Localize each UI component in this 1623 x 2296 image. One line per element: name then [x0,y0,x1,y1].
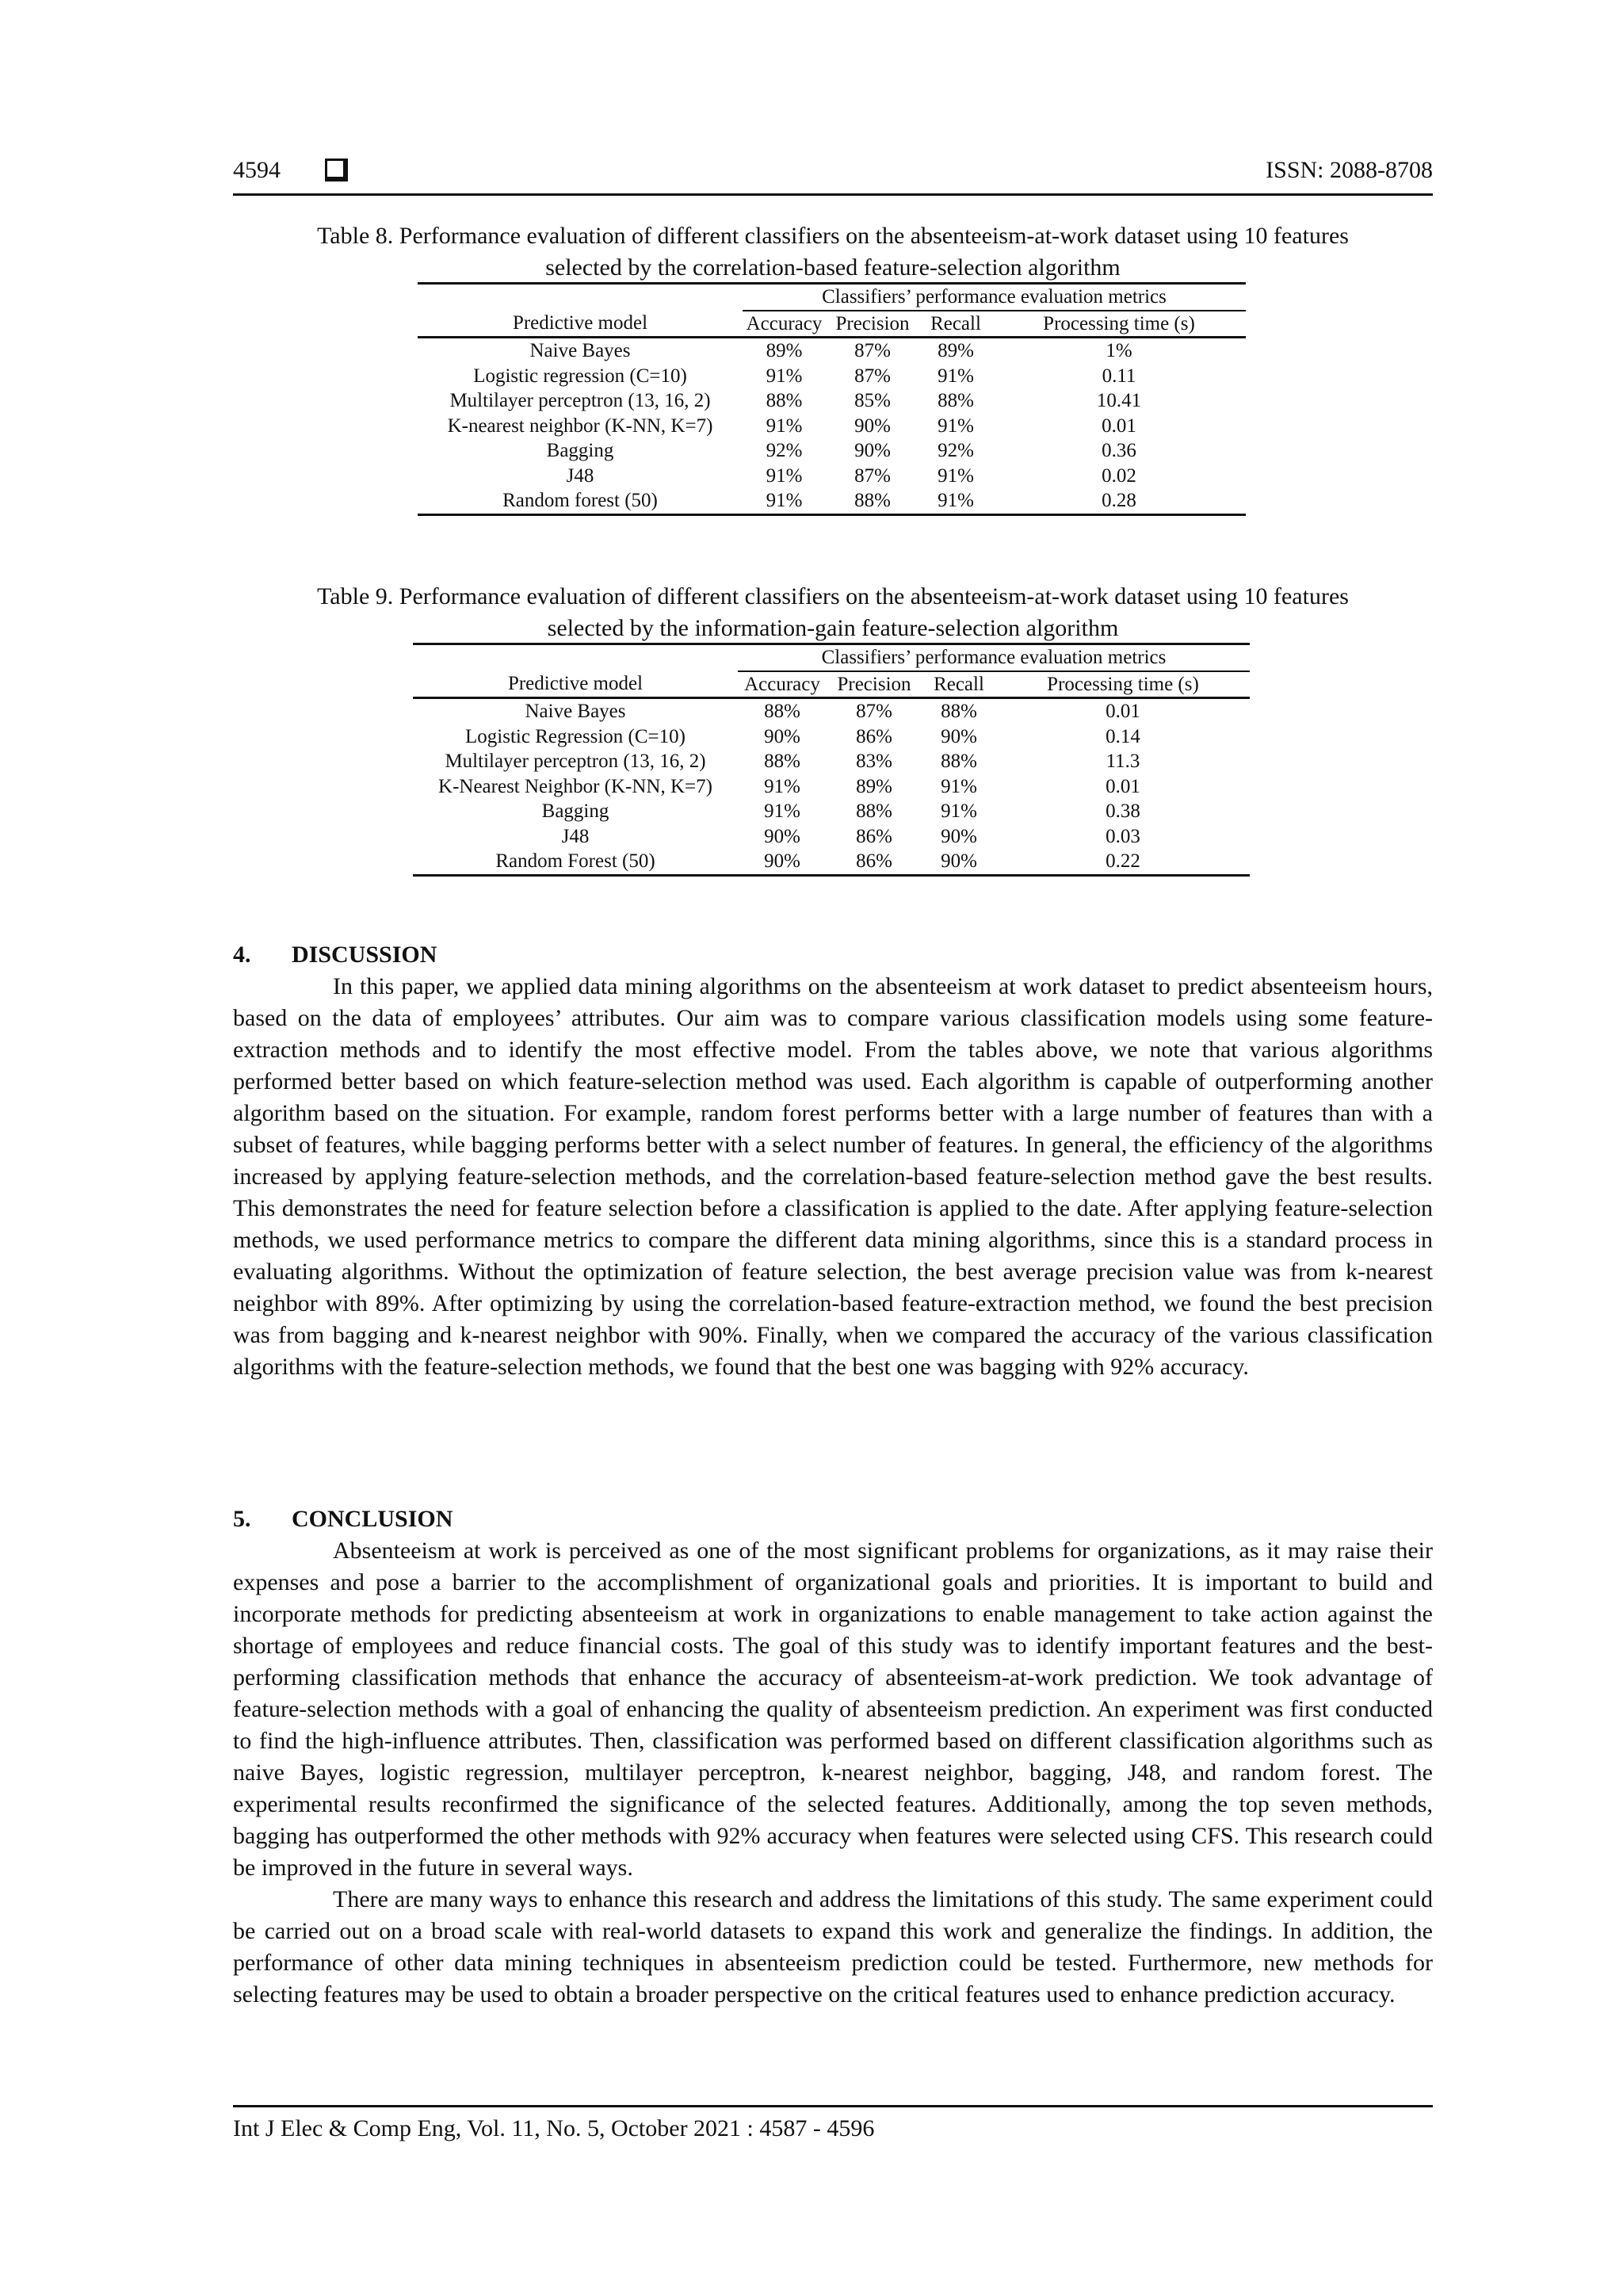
column-header: Precision [826,311,919,338]
metrics-group-header: Classifiers’ performance evaluation metrics [738,644,1250,671]
table-cell: 1% [1106,340,1132,361]
column-header: Accuracy [738,671,827,698]
table-cell: 92% [766,440,803,461]
table-cell: 88% [941,701,977,722]
checkbox-square-icon [325,159,348,181]
metrics-group-header: Classifiers’ performance evaluation metrics [743,284,1246,311]
table-cell: 86% [856,725,892,747]
table-cell: 0.38 [1106,800,1140,822]
table-cell: 90% [764,725,800,747]
discussion-section [233,939,1433,1383]
table-9-caption: Table 9. Performance evaluation of different classifiers on the absenteeism-at-work dataset using 10 features selected by the information-gain feature-selection algorithm [317,583,1349,641]
table-row [413,724,1250,750]
table-cell: Random Forest (50) [413,849,738,875]
table-cell: 0.01 [1106,775,1140,797]
table-row [418,438,1246,464]
table-cell: 0.22 [996,849,1250,875]
table-cell: 86% [856,825,892,847]
table-cell: 88% [764,701,800,722]
table-cell: 85% [854,390,891,411]
table-cell: 90% [922,849,996,875]
table-cell: 91% [938,464,974,487]
column-header: Accuracy [743,311,826,338]
table-cell: J48 [561,825,590,847]
table-cell: Bagging [546,440,614,461]
section-body [233,971,1433,1383]
table-8 [418,282,1246,516]
table-cell: 87% [856,701,892,722]
page-header [233,155,1433,196]
table-cell: 88% [941,751,977,772]
table-cell: 88% [856,800,892,822]
table-cell: Random forest (50) [418,488,743,514]
column-header: Recall [922,671,996,698]
section-heading: 5. CONCLUSION [233,1506,453,1532]
table-cell: 0.14 [1106,725,1140,747]
table-cell: 88% [826,488,919,514]
table-row [418,488,1246,514]
table-cell: 91% [743,488,826,514]
table-cell: Naive Bayes [525,701,626,722]
table-cell: 0.36 [1102,440,1136,461]
table-cell: Logistic Regression (C=10) [465,725,685,747]
table-cell: 0.03 [1106,825,1140,847]
column-header: Recall [919,311,992,338]
table-cell: 0.11 [1102,365,1136,387]
section-body [233,1535,1433,2011]
table-cell: 91% [938,415,974,437]
table-cell: 0.02 [1102,464,1136,487]
table-row [413,824,1250,850]
table-row [418,364,1246,389]
table-cell: 88% [766,390,803,411]
table-cell: 92% [938,440,974,461]
table-cell: 88% [938,390,974,411]
table-cell: 91% [764,800,800,822]
column-header: Predictive model [418,311,743,338]
table-cell: 83% [856,751,892,772]
table-row [418,338,1246,364]
table-cell: 91% [941,800,977,822]
table-row [418,464,1246,489]
table-cell: 91% [938,365,974,387]
table-cell: Bagging [541,800,609,822]
table-cell: 0.01 [1106,701,1140,722]
table-row [413,849,1250,875]
table-cell: 90% [764,825,800,847]
table-row [413,774,1250,800]
table-cell: 91% [941,775,977,797]
table-cell: 90% [941,825,977,847]
table-cell: 91% [766,365,803,387]
table-row [418,414,1246,439]
table-row [418,388,1246,414]
conclusion-section [233,1503,1433,2011]
table-cell: 91% [766,415,803,437]
table-cell: 88% [764,751,800,772]
section-heading: 4. DISCUSSION [233,942,437,968]
table-cell: 90% [941,725,977,747]
table-cell: 87% [854,464,891,487]
paragraph: There are many ways to enhance this research and address the limitations of this study. The same experiment could be carried out on a broad scale with real-world datasets to expand this work and generalize the findings. In addition, the performance of other data mining techniques in absenteeism prediction could be tested. Furthermore, new methods for selecting features may be used to obtain a broader perspective on the critical features used to enhance prediction accuracy. [233,1886,1433,2008]
column-header: Processing time (s) [992,311,1246,338]
table-cell: 87% [854,340,891,361]
table-row [413,698,1250,724]
table-cell: 90% [854,415,891,437]
table-cell: 87% [854,365,891,387]
table-cell: Logistic regression (C=10) [473,365,687,387]
page-footer [233,2105,1433,2142]
table-cell: 10.41 [1096,390,1142,411]
table-cell: 86% [827,849,922,875]
table-cell: 91% [764,775,800,797]
table-cell: Multilayer perceptron (13, 16, 2) [445,751,706,772]
table-cell: 90% [738,849,827,875]
column-header: Predictive model [413,671,738,698]
table-cell: Multilayer perceptron (13, 16, 2) [449,390,711,411]
table-cell: 0.01 [1102,415,1136,437]
paragraph: In this paper, we applied data mining algorithms on the absenteeism at work dataset to predict absenteeism hours, based on the data of employees’ attributes. Our aim was to compare various classification models using some feature-extraction methods and to identify the most effective model. From the tables above, we note that various algorithms performed better based on which feature-selection method was used. Each algorithm is capable of outperforming another algorithm based on the situation. For example, random forest performs better with a large number of features than with a subset of features, while bagging performs better with a select number of features. In general, the efficiency of the algorithms increased by applying feature-selection methods, and the correlation-based feature-selection method gave the best results. This demonstrates the need for feature selection before a classification is applied to the date. After applying feature-selection methods, we used performance metrics to compare the different data mining algorithms, since this is a standard process in evaluating algorithms. Without the optimization of feature selection, the best average precision value was from k-nearest neighbor with 89%. After optimizing by using the correlation-based feature-extraction method, we found the best precision was from bagging and k-nearest neighbor with 90%. Finally, when we compared the accuracy of the various classification algorithms with the feature-selection methods, we found that the best one was bagging with 92% accuracy. [233,973,1433,1380]
table-cell: J48 [566,464,594,487]
table-cell: 91% [766,464,803,487]
table-row [413,799,1250,824]
table-cell: K-nearest neighbor (K-NN, K=7) [447,415,713,437]
table-cell: 11.3 [1106,751,1140,772]
page-number: 4594 [233,157,281,183]
table-cell: 91% [919,488,992,514]
table-cell: 89% [766,340,803,361]
table-cell: 89% [856,775,892,797]
table-row [413,749,1250,774]
table-cell: 90% [854,440,891,461]
paragraph: Absenteeism at work is perceived as one of the most significant problems for organizations, as it may raise their expenses and pose a barrier to the accomplishment of organizational goals and priorities. It is important to build and incorporate methods for predicting absenteeism at work in organizations to enable management to take action against the shortage of employees and reduce financial costs. The goal of this study was to identify important features and the best-performing classification methods that enhance the accuracy of absenteeism-at-work prediction. We took advantage of feature-selection methods with a goal of enhancing the quality of absenteeism prediction. An experiment was first conducted to find the high-influence attributes. Then, classification was performed based on different classification algorithms such as naive Bayes, logistic regression, multilayer perceptron, k-nearest neighbor, bagging, J48, and random forest. The experimental results reconfirmed the significance of the selected features. Additionally, among the top seven methods, bagging has outperformed the other methods with 92% accuracy when features were selected using CFS. This research could be improved in the future in several ways. [233,1538,1433,1881]
table-9 [413,643,1250,877]
table-cell: 89% [938,340,974,361]
table-cell: K-Nearest Neighbor (K-NN, K=7) [438,775,712,797]
issn-label: ISSN: 2088-8708 [1266,157,1433,183]
column-header: Precision [827,671,922,698]
table-cell: 0.28 [992,488,1246,514]
table-8-caption: Table 8. Performance evaluation of different classifiers on the absenteeism-at-work dataset using 10 features selected by the correlation-based feature-selection algorithm [317,223,1349,281]
journal-citation: Int J Elec & Comp Eng, Vol. 11, No. 5, October 2021 : 4587 - 4596 [233,2115,875,2141]
table-cell: Naive Bayes [529,340,631,361]
column-header: Processing time (s) [996,671,1250,698]
